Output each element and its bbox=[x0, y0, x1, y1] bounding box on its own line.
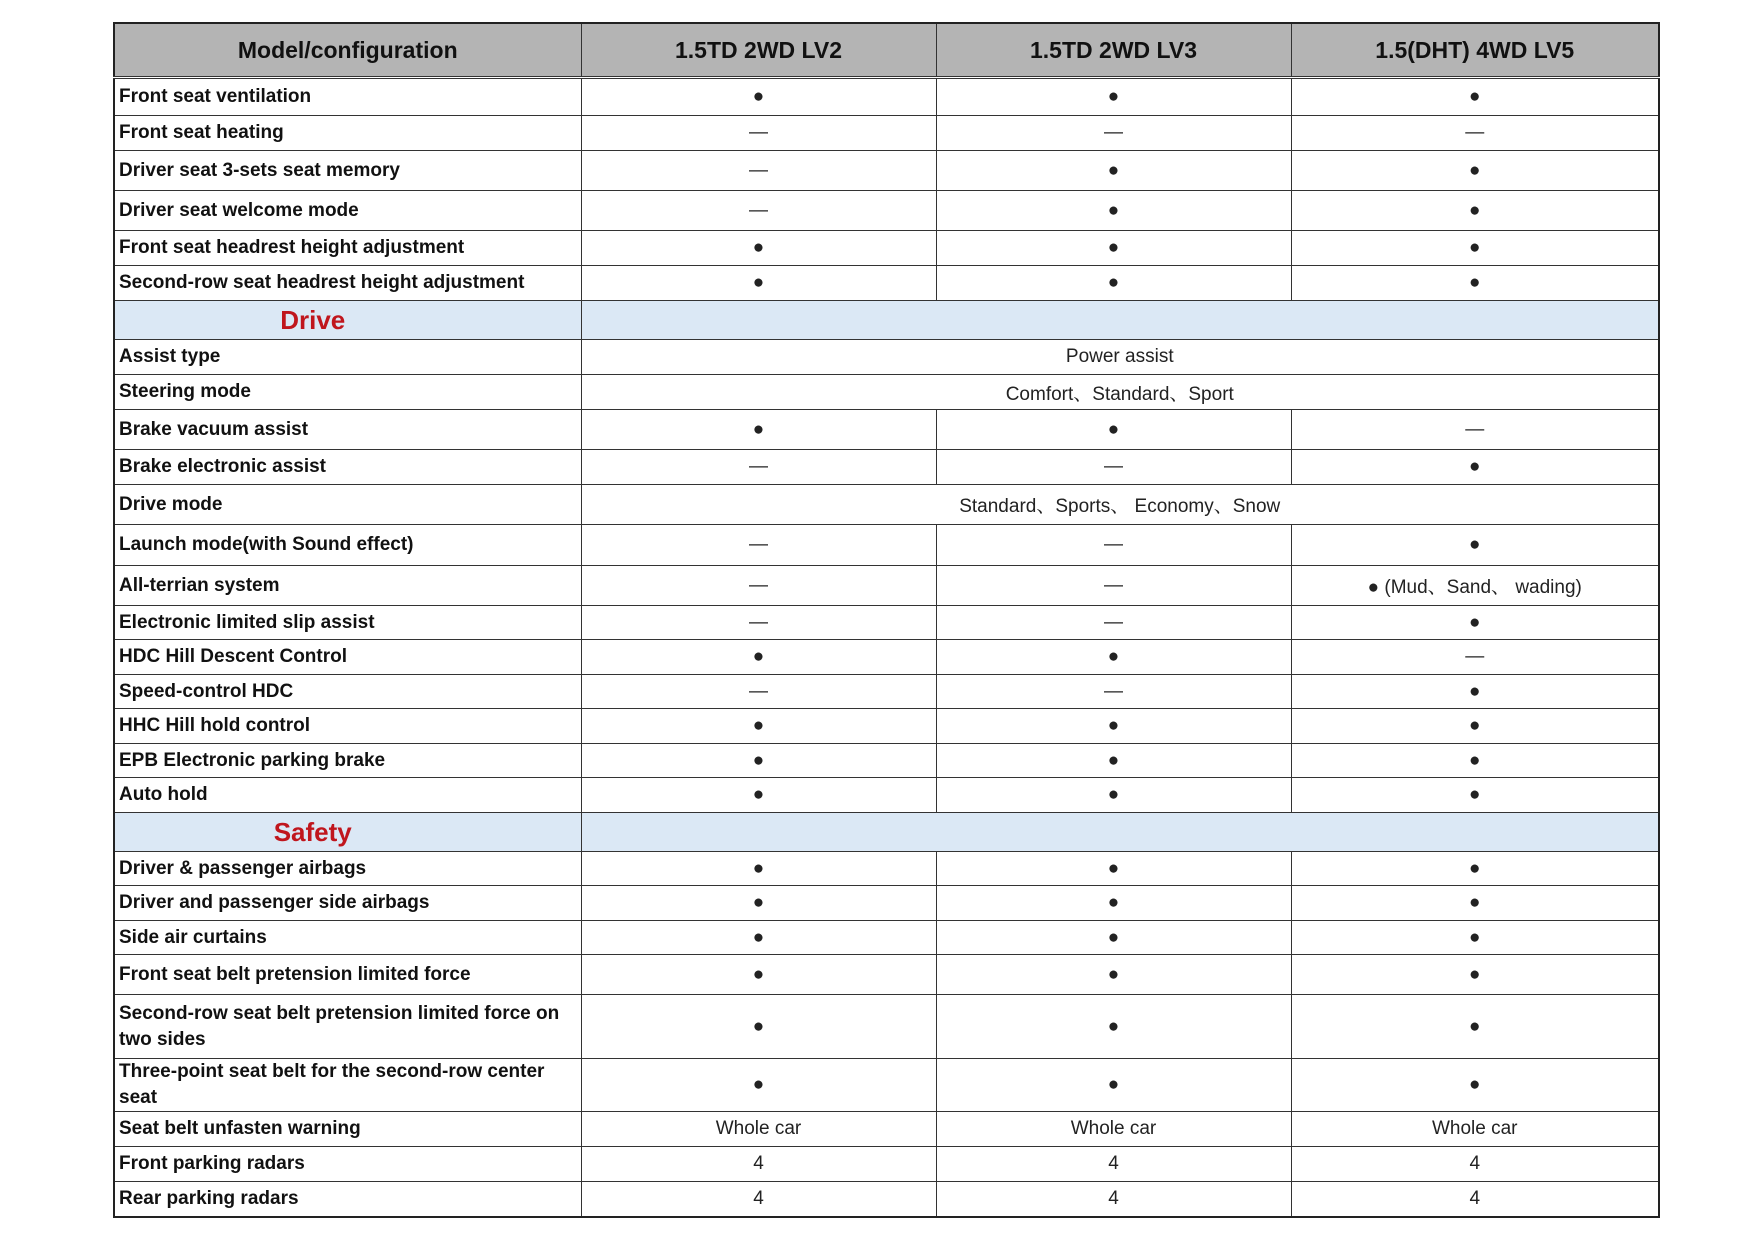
feature-value-lv3: ● bbox=[936, 921, 1291, 955]
feature-value-lv2: — bbox=[581, 606, 936, 640]
table-row bbox=[114, 886, 1659, 921]
header-model: Model/configuration bbox=[114, 23, 581, 78]
feature-value-lv3: Whole car bbox=[936, 1112, 1291, 1147]
feature-value-lv2: ● bbox=[581, 886, 936, 921]
feature-value-lv5: ● bbox=[1291, 709, 1659, 744]
feature-value-lv5: ● bbox=[1291, 778, 1659, 813]
feature-label: Front parking radars bbox=[114, 1147, 581, 1182]
feature-label: Second-row seat headrest height adjustment bbox=[114, 266, 581, 301]
feature-value-lv5: ● bbox=[1291, 151, 1659, 191]
feature-value-lv3: ● bbox=[936, 640, 1291, 675]
table-row bbox=[114, 450, 1659, 485]
feature-value-all: Comfort、Standard、Sport bbox=[581, 375, 1659, 410]
spec-body bbox=[114, 78, 1659, 1217]
feature-value-lv2: Whole car bbox=[581, 1112, 936, 1147]
feature-value-lv2: ● bbox=[581, 231, 936, 266]
feature-value-lv5: ● bbox=[1291, 744, 1659, 778]
feature-label: HHC Hill hold control bbox=[114, 709, 581, 744]
feature-value-lv5: — bbox=[1291, 640, 1659, 675]
feature-value-lv5: ● bbox=[1291, 606, 1659, 640]
feature-label: Three-point seat belt for the second-row center seat bbox=[114, 1059, 581, 1112]
feature-label: Electronic limited slip assist bbox=[114, 606, 581, 640]
feature-value-lv2: — bbox=[581, 151, 936, 191]
feature-value-lv3: ● bbox=[936, 191, 1291, 231]
feature-value-lv2: ● bbox=[581, 744, 936, 778]
section-row bbox=[114, 301, 1659, 340]
feature-value-lv2: — bbox=[581, 566, 936, 606]
feature-value-lv3: ● bbox=[936, 410, 1291, 450]
feature-value-lv3: ● bbox=[936, 231, 1291, 266]
feature-value-lv3: ● bbox=[936, 744, 1291, 778]
header-row bbox=[114, 23, 1659, 78]
feature-label: Brake electronic assist bbox=[114, 450, 581, 485]
table-row bbox=[114, 995, 1659, 1059]
feature-value-lv5: Whole car bbox=[1291, 1112, 1659, 1147]
feature-value-lv3: ● bbox=[936, 995, 1291, 1059]
feature-value-lv2: ● bbox=[581, 410, 936, 450]
feature-value-lv3: ● bbox=[936, 709, 1291, 744]
feature-label: Rear parking radars bbox=[114, 1182, 581, 1217]
feature-value-lv5: ● bbox=[1291, 675, 1659, 709]
feature-value-lv3: ● bbox=[936, 886, 1291, 921]
feature-value-lv3: — bbox=[936, 606, 1291, 640]
feature-value-lv2: ● bbox=[581, 78, 936, 116]
feature-value-lv3: ● bbox=[936, 852, 1291, 886]
feature-value-lv2: — bbox=[581, 116, 936, 151]
feature-value-lv2: — bbox=[581, 675, 936, 709]
feature-label: HDC Hill Descent Control bbox=[114, 640, 581, 675]
feature-value-lv5: — bbox=[1291, 410, 1659, 450]
feature-value-lv5: ● bbox=[1291, 955, 1659, 995]
feature-value-lv5: ● bbox=[1291, 191, 1659, 231]
feature-value-lv3: ● bbox=[936, 151, 1291, 191]
table-row bbox=[114, 709, 1659, 744]
feature-value-lv2: ● bbox=[581, 995, 936, 1059]
feature-value-lv5: ● bbox=[1291, 266, 1659, 301]
section-title: Drive bbox=[114, 301, 581, 340]
feature-label: Brake vacuum assist bbox=[114, 410, 581, 450]
table-row bbox=[114, 1112, 1659, 1147]
section-row bbox=[114, 813, 1659, 852]
feature-value-lv5: ● bbox=[1291, 995, 1659, 1059]
table-row bbox=[114, 375, 1659, 410]
feature-value-lv5: ● bbox=[1291, 1059, 1659, 1112]
feature-value-lv2: ● bbox=[581, 852, 936, 886]
feature-value-lv3: 4 bbox=[936, 1182, 1291, 1217]
table-row bbox=[114, 1059, 1659, 1112]
feature-value-lv2: ● bbox=[581, 778, 936, 813]
feature-label: All-terrian system bbox=[114, 566, 581, 606]
table-row bbox=[114, 921, 1659, 955]
feature-value-lv2: — bbox=[581, 525, 936, 566]
feature-value-lv5: ● bbox=[1291, 921, 1659, 955]
feature-value-lv3: — bbox=[936, 450, 1291, 485]
feature-label: Second-row seat belt pretension limited force on two sides bbox=[114, 995, 581, 1059]
table-row bbox=[114, 606, 1659, 640]
feature-value-lv3: — bbox=[936, 525, 1291, 566]
feature-value-lv5: 4 bbox=[1291, 1182, 1659, 1217]
table-row bbox=[114, 191, 1659, 231]
section-fill bbox=[581, 813, 1659, 852]
table-row bbox=[114, 525, 1659, 566]
feature-value-lv3: ● bbox=[936, 955, 1291, 995]
feature-value-lv2: ● bbox=[581, 921, 936, 955]
table-row bbox=[114, 151, 1659, 191]
table-row bbox=[114, 852, 1659, 886]
feature-label: Side air curtains bbox=[114, 921, 581, 955]
feature-value-lv5: 4 bbox=[1291, 1147, 1659, 1182]
feature-label: EPB Electronic parking brake bbox=[114, 744, 581, 778]
table-row bbox=[114, 566, 1659, 606]
spec-table bbox=[113, 22, 1660, 1218]
feature-label: Launch mode(with Sound effect) bbox=[114, 525, 581, 566]
table-row bbox=[114, 231, 1659, 266]
feature-value-lv5: ● bbox=[1291, 852, 1659, 886]
feature-value-all: Power assist bbox=[581, 340, 1659, 375]
feature-label: Driver seat welcome mode bbox=[114, 191, 581, 231]
feature-value-lv5: ● (Mud、Sand、 wading) bbox=[1291, 566, 1659, 606]
feature-value-lv2: — bbox=[581, 450, 936, 485]
table-row bbox=[114, 1182, 1659, 1217]
feature-value-lv3: ● bbox=[936, 1059, 1291, 1112]
table-row bbox=[114, 340, 1659, 375]
table-row bbox=[114, 675, 1659, 709]
feature-value-lv5: ● bbox=[1291, 450, 1659, 485]
feature-label: Seat belt unfasten warning bbox=[114, 1112, 581, 1147]
feature-value-lv2: ● bbox=[581, 1059, 936, 1112]
header-lv2: 1.5TD 2WD LV2 bbox=[581, 23, 936, 78]
table-row bbox=[114, 744, 1659, 778]
feature-label: Front seat belt pretension limited force bbox=[114, 955, 581, 995]
feature-label: Steering mode bbox=[114, 375, 581, 410]
feature-value-lv3: — bbox=[936, 116, 1291, 151]
feature-value-lv5: ● bbox=[1291, 231, 1659, 266]
feature-value-lv5: ● bbox=[1291, 78, 1659, 116]
feature-value-lv5: — bbox=[1291, 116, 1659, 151]
feature-value-lv3: — bbox=[936, 566, 1291, 606]
table-row bbox=[114, 266, 1659, 301]
feature-value-lv3: ● bbox=[936, 266, 1291, 301]
feature-value-lv2: 4 bbox=[581, 1147, 936, 1182]
table-row bbox=[114, 1147, 1659, 1182]
feature-value-lv3: ● bbox=[936, 78, 1291, 116]
header-lv3: 1.5TD 2WD LV3 bbox=[936, 23, 1291, 78]
section-fill bbox=[581, 301, 1659, 340]
feature-value-lv3: ● bbox=[936, 778, 1291, 813]
table-row bbox=[114, 955, 1659, 995]
feature-value-lv2: ● bbox=[581, 640, 936, 675]
feature-value-lv2: ● bbox=[581, 955, 936, 995]
table-row bbox=[114, 410, 1659, 450]
table-row bbox=[114, 640, 1659, 675]
feature-value-all: Standard、Sports、 Economy、Snow bbox=[581, 485, 1659, 525]
table-row bbox=[114, 485, 1659, 525]
feature-label: Front seat ventilation bbox=[114, 78, 581, 116]
feature-label: Front seat heating bbox=[114, 116, 581, 151]
feature-label: Auto hold bbox=[114, 778, 581, 813]
feature-value-lv2: ● bbox=[581, 266, 936, 301]
feature-label: Assist type bbox=[114, 340, 581, 375]
feature-label: Driver and passenger side airbags bbox=[114, 886, 581, 921]
header-lv5: 1.5(DHT) 4WD LV5 bbox=[1291, 23, 1659, 78]
table-row bbox=[114, 78, 1659, 116]
feature-value-lv2: — bbox=[581, 191, 936, 231]
feature-label: Driver & passenger airbags bbox=[114, 852, 581, 886]
feature-label: Speed-control HDC bbox=[114, 675, 581, 709]
feature-label: Driver seat 3-sets seat memory bbox=[114, 151, 581, 191]
feature-value-lv2: 4 bbox=[581, 1182, 936, 1217]
feature-label: Drive mode bbox=[114, 485, 581, 525]
section-title: Safety bbox=[114, 813, 581, 852]
feature-value-lv3: 4 bbox=[936, 1147, 1291, 1182]
table-row bbox=[114, 116, 1659, 151]
feature-label: Front seat headrest height adjustment bbox=[114, 231, 581, 266]
feature-value-lv3: — bbox=[936, 675, 1291, 709]
feature-value-lv5: ● bbox=[1291, 886, 1659, 921]
feature-value-lv2: ● bbox=[581, 709, 936, 744]
feature-value-lv5: ● bbox=[1291, 525, 1659, 566]
table-row bbox=[114, 778, 1659, 813]
